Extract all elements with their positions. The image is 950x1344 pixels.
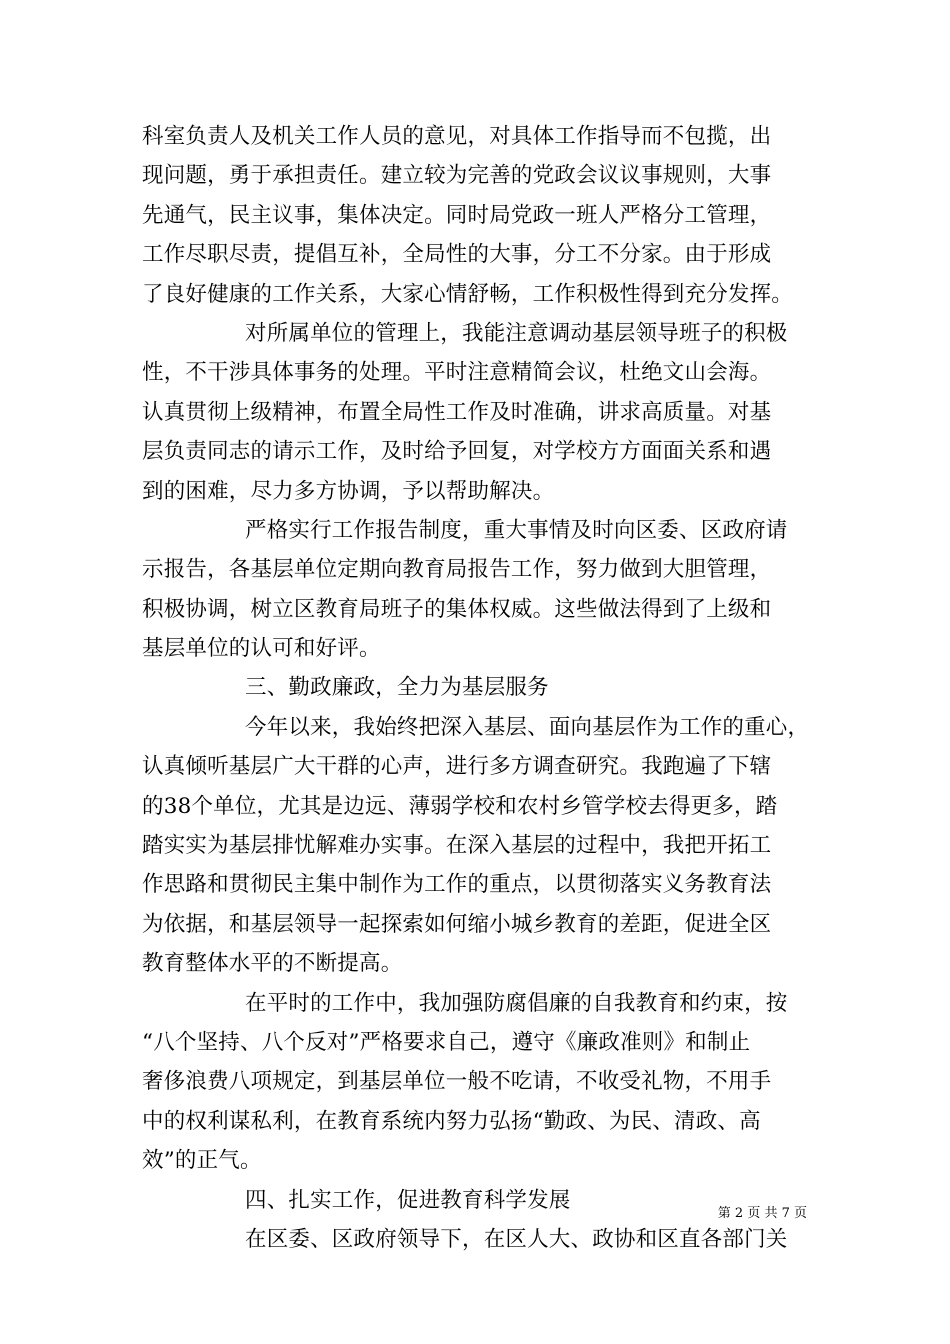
text-line: 四、扎实工作，促进教育科学发展 [245, 1187, 571, 1213]
text-line: 为依据，和基层领导一起探索如何缩小城乡教育的差距，促进全区 [142, 911, 772, 937]
text-line: 今年以来，我始终把深入基层、面向基层作为工作的重心， [245, 714, 810, 740]
text-line: 的38个单位，尤其是边远、薄弱学校和农村乡管学校去得更多，踏 [142, 793, 778, 819]
text-line: 到的困难，尽力多方协调，予以帮助解决。 [142, 478, 555, 504]
text-line: 严格实行工作报告制度，重大事情及时向区委、区政府请 [245, 517, 788, 543]
text-line: 中的权利谋私利，在教育系统内努力弘扬“勤政、为民、清政、高 [142, 1108, 761, 1134]
text-line: 效”的正气。 [142, 1148, 262, 1174]
document-body [142, 117, 822, 1259]
text-line: “八个坚持、八个反对”严格要求自己，遵守《廉政准则》和制止 [142, 1029, 751, 1055]
text-line: 作思路和贯彻民主集中制作为工作的重点，以贯彻落实义务教育法 [142, 872, 772, 898]
text-line: 了良好健康的工作关系，大家心情舒畅，工作积极性得到充分发挥。 [142, 281, 794, 307]
text-line: 现问题，勇于承担责任。建立较为完善的党政会议议事规则，大事 [142, 163, 772, 189]
page-footer: 第 2 页 共 7 页 [717, 1206, 807, 1221]
text-line: 认真贯彻上级精神，布置全局性工作及时准确，讲求高质量。对基 [142, 399, 772, 425]
text-line: 教育整体水平的不断提高。 [142, 951, 403, 977]
text-line: 基层单位的认可和好评。 [142, 636, 381, 662]
text-line: 奢侈浪费八项规定，到基层单位一般不吃请，不收受礼物，不用手 [142, 1069, 772, 1095]
text-line: 在平时的工作中，我加强防腐倡廉的自我教育和约束，按 [245, 990, 788, 1016]
text-line: 性，不干涉具体事务的处理。平时注意精简会议，杜绝文山会海。 [142, 360, 772, 386]
text-line: 三、勤政廉政，全力为基层服务 [245, 675, 549, 701]
text-line: 对所属单位的管理上，我能注意调动基层领导班子的积极 [245, 320, 788, 346]
text-line: 先通气，民主议事，集体决定。同时局党政一班人严格分工管理， [142, 202, 772, 228]
text-line: 科室负责人及机关工作人员的意见，对具体工作指导而不包揽，出 [142, 124, 772, 149]
text-line: 示报告，各基层单位定期向教育局报告工作，努力做到大胆管理， [142, 557, 772, 583]
text-line: 认真倾听基层广大干群的心声，进行多方调查研究。我跑遍了下辖 [142, 754, 772, 780]
text-line: 在区委、区政府领导下，在区人大、政协和区直各部门关 [245, 1226, 788, 1252]
text-line: 层负责同志的请示工作，及时给予回复，对学校方方面面关系和遇 [142, 439, 772, 465]
text-line: 积极协调，树立区教育局班子的集体权威。这些做法得到了上级和 [142, 596, 772, 622]
text-line: 踏实实为基层排忧解难办实事。在深入基层的过程中，我把开拓工 [142, 833, 772, 859]
text-line: 工作尽职尽责，提倡互补，全局性的大事，分工不分家。由于形成 [142, 242, 772, 268]
